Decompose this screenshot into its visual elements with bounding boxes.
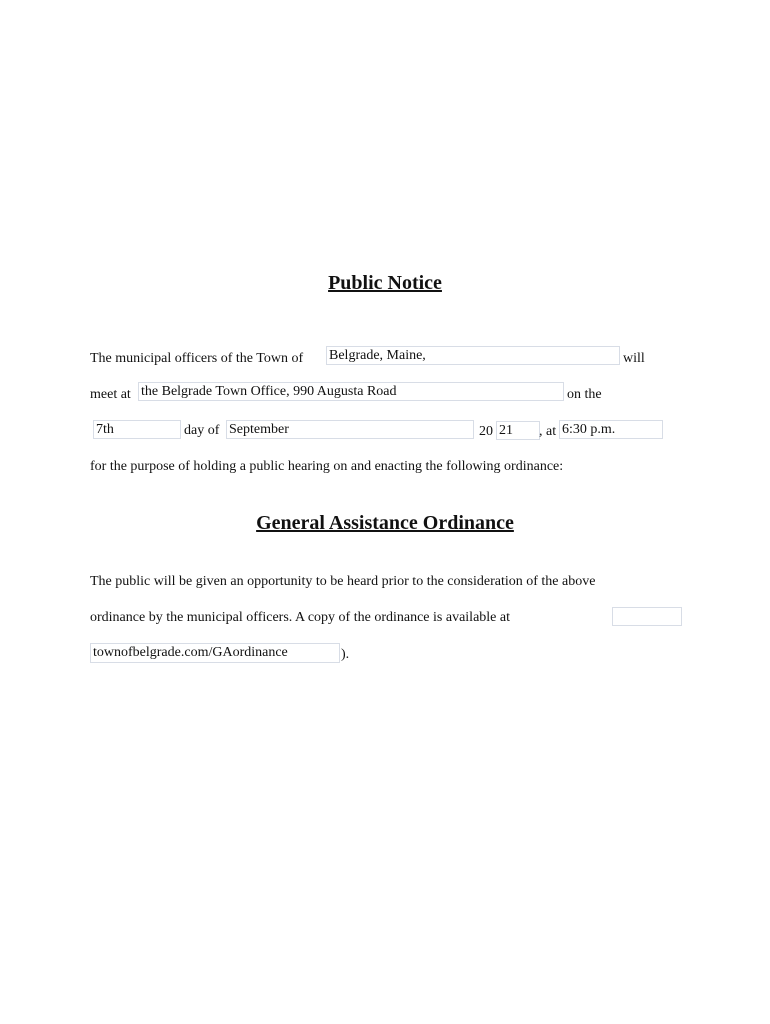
paragraph-line-2: ordinance by the municipal officers. A copy of the ordinance is available at — [90, 610, 510, 625]
month-field[interactable]: September — [226, 420, 474, 439]
at-label: , at — [539, 424, 557, 439]
location-line-prefix: meet at — [90, 387, 131, 402]
location-line-suffix: on the — [567, 387, 602, 402]
availability-extra-field[interactable] — [612, 607, 682, 626]
ordinance-url-field[interactable]: townofbelgrade.com/GAordinance — [90, 643, 340, 663]
day-of-label: day of — [184, 423, 220, 438]
town-line-suffix: will — [623, 351, 645, 366]
purpose-text: for the purpose of holding a public hearing on and enacting the following ordinance: — [90, 459, 564, 474]
ordinance-title: General Assistance Ordinance — [256, 512, 514, 534]
meeting-location-field[interactable]: the Belgrade Town Office, 990 Augusta Road — [138, 382, 564, 401]
town-line-prefix: The municipal officers of the Town of — [90, 351, 304, 366]
year-field[interactable]: 21 — [496, 421, 540, 440]
time-field[interactable]: 6:30 p.m. — [559, 420, 663, 439]
day-field[interactable]: 7th — [93, 420, 181, 439]
page-title: Public Notice — [328, 272, 442, 294]
town-field[interactable]: Belgrade, Maine, — [326, 346, 620, 365]
closing-punctuation: ). — [341, 647, 350, 662]
year-prefix: 20 — [479, 424, 493, 439]
paragraph-line-1: The public will be given an opportunity to be heard prior to the consideration of the above — [90, 574, 596, 589]
